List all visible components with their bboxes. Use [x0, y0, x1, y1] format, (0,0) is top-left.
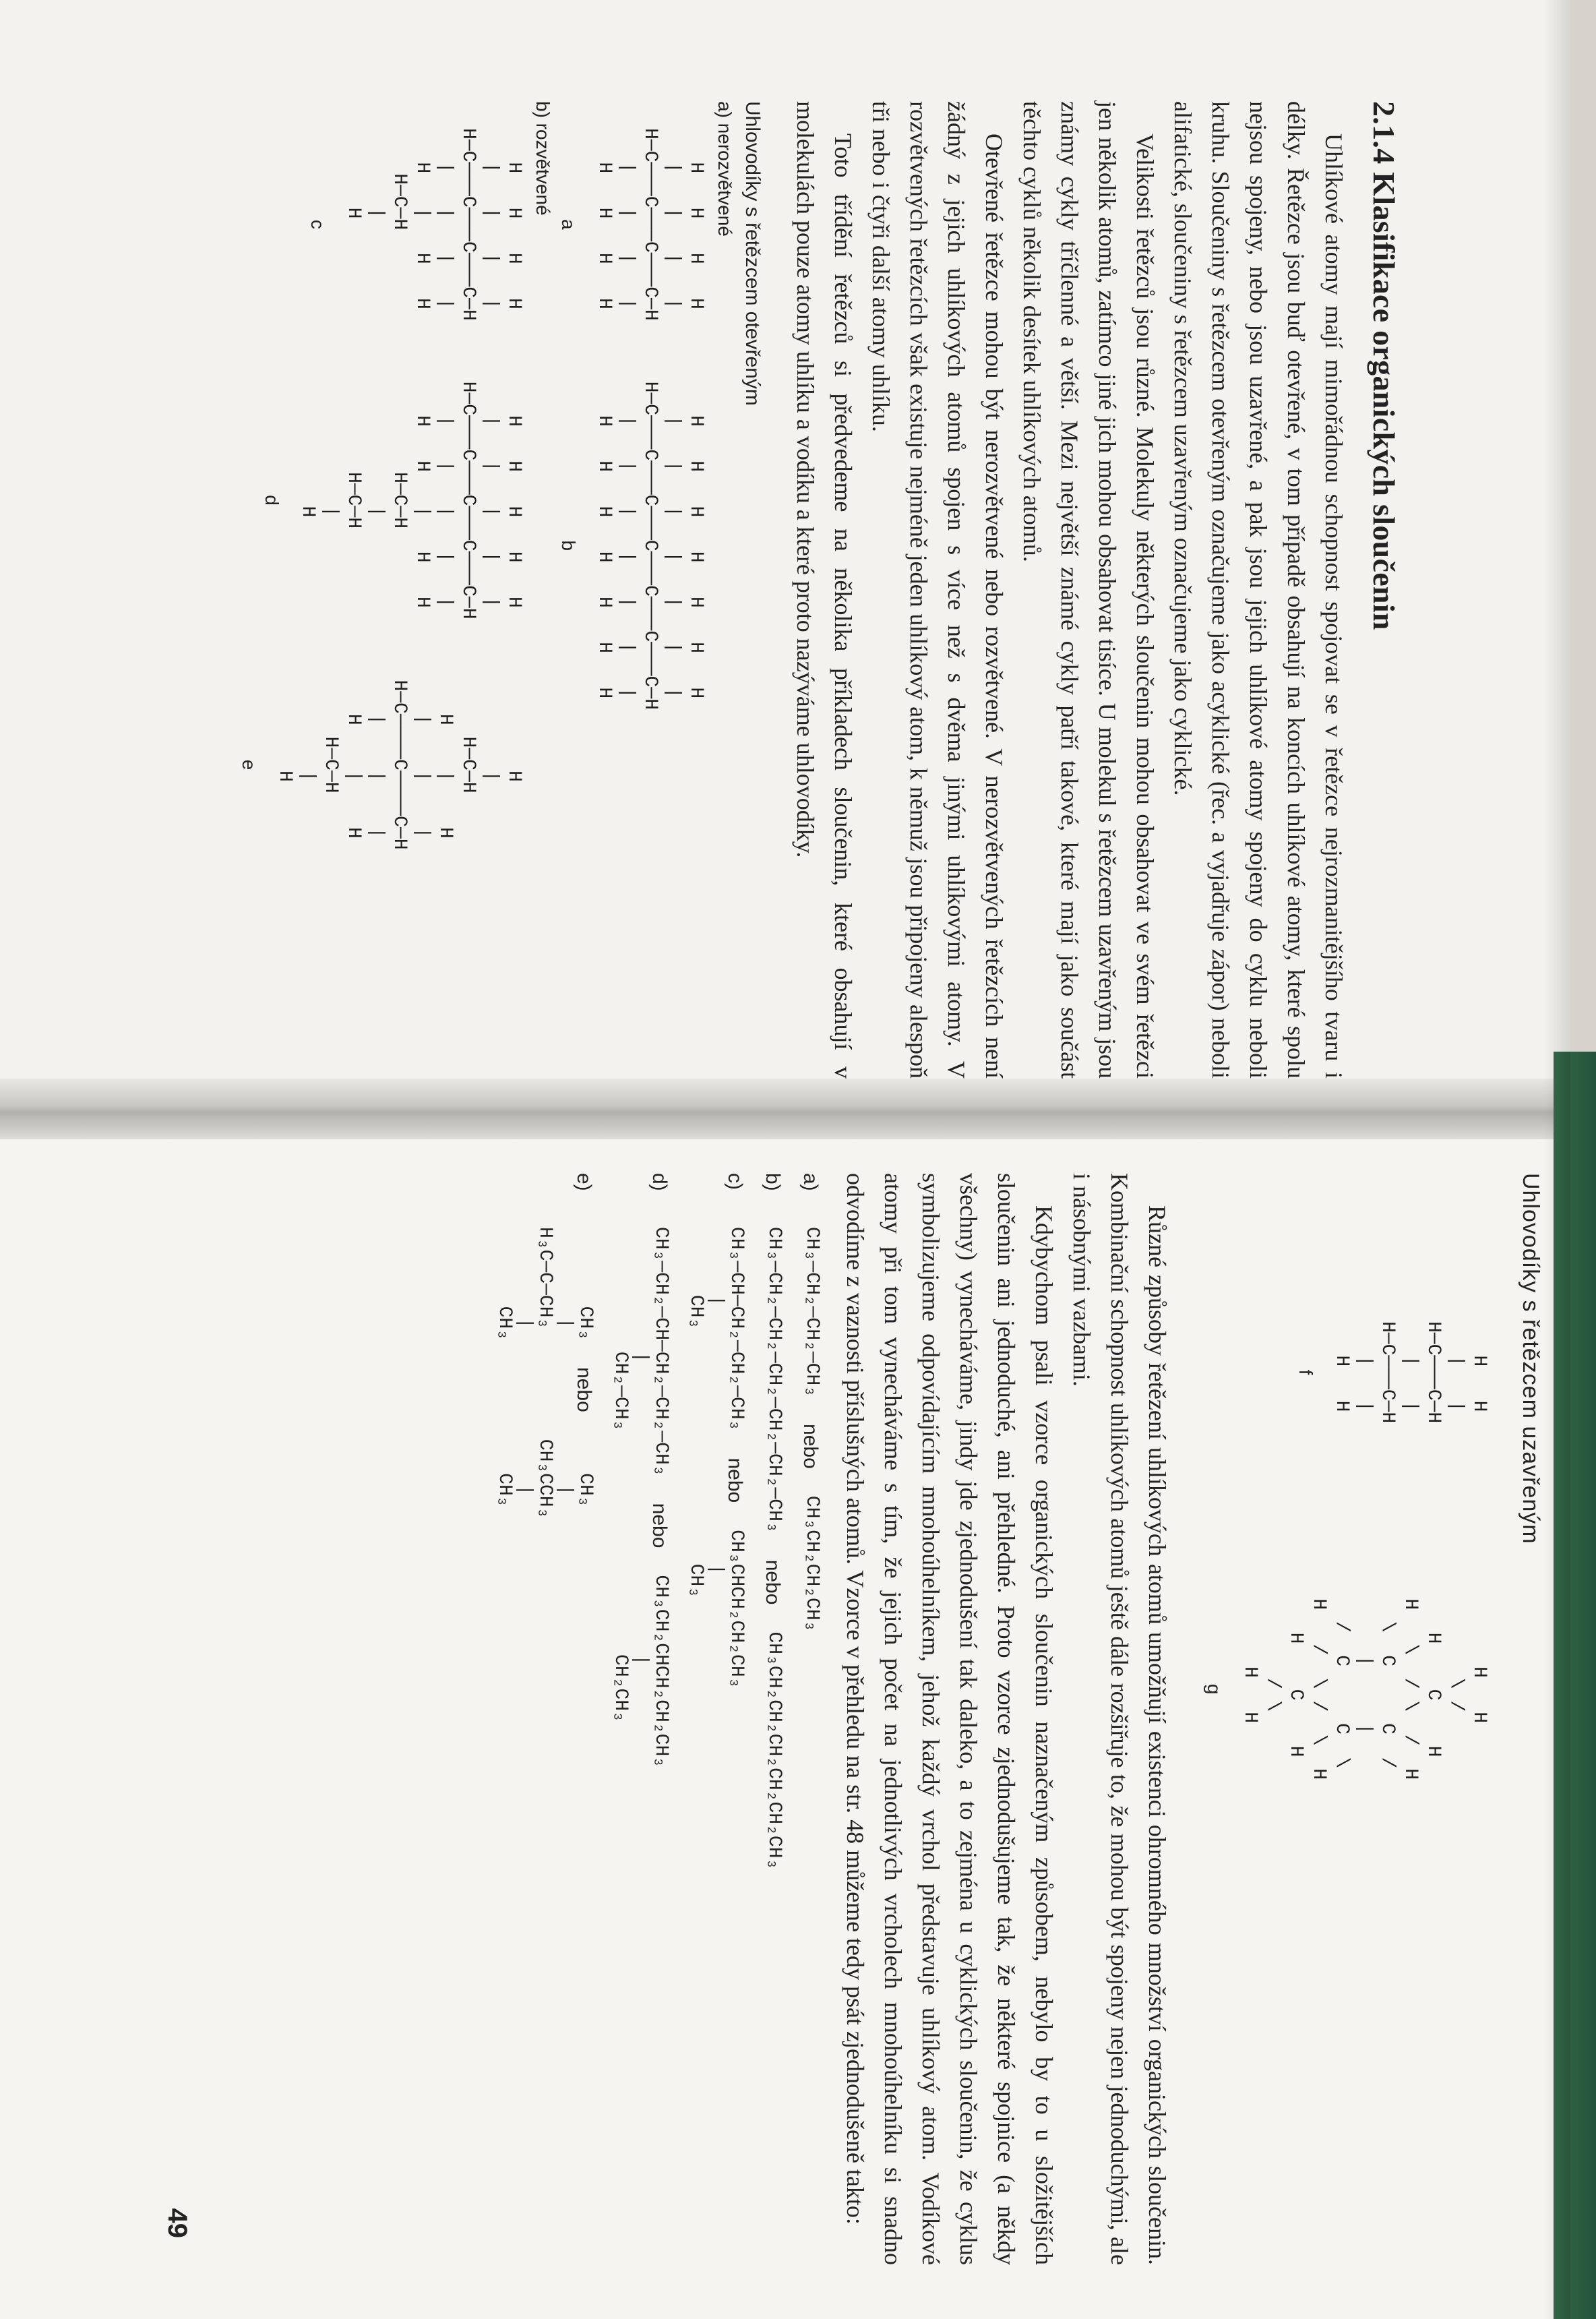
- unbranched-structures: [557, 128, 707, 1079]
- cyclic-structures: [1203, 1321, 1490, 2265]
- example-e-connector: nebo: [573, 1367, 595, 1412]
- structure-f: [1295, 1321, 1490, 1423]
- caption-open-chain: Uhlovodíky s řetězcem otevřeným: [741, 101, 764, 406]
- lower-paragraph-1: Různé způsoby řetězení uhlíkových atomů umožňují existenci ohromného množství organických sloučenin. Kombinační schopnost uhlíkových atomů ještě dále rozšiřuje to, že mohou být spojeny nejen jednoduchými, ale i násobnými vazbami.: [1068, 1173, 1171, 2265]
- example-c-label: c): [724, 1173, 746, 1190]
- structure-g: [1203, 1598, 1490, 1780]
- example-d-connector: nebo: [648, 1503, 671, 1548]
- branched-structures: [238, 128, 525, 1079]
- caption-branched: b) rozvětvené: [532, 101, 553, 216]
- structure-c-label: c: [307, 219, 328, 229]
- structure-e-formula: H | H─C─H H | H | | | H─C────C────C─H | | | H | H H─C─H | H: [274, 680, 524, 850]
- example-c-alt: CH₃CHCH₂CH₂CH₃ | CH₃: [685, 1530, 747, 1689]
- example-b-formula: CH₃─CH₂─CH₂─CH₂─CH₂─CH₂─CH₃: [764, 1227, 785, 1533]
- upper-page-content: [121, 101, 1402, 1079]
- example-c: [685, 1173, 746, 2265]
- example-b-connector: nebo: [762, 1559, 784, 1605]
- example-d: [610, 1173, 671, 2265]
- lower-page-content: [155, 1173, 1543, 2265]
- section-heading: 2.1.4 Klasifikace organických sloučenin: [1367, 101, 1401, 630]
- example-d-formula: CH₃─CH₂─CH─CH₂─CH₂─CH₃ | CH₂─CH₃: [610, 1227, 671, 1476]
- structure-a-label: a: [558, 219, 579, 230]
- closed-chain-header: Uhlovodíky s řetězcem uzavřeným: [1518, 1173, 1543, 1544]
- structure-b: [557, 382, 707, 710]
- structure-f-label: f: [1295, 1369, 1316, 1375]
- page-edge: [1570, 0, 1596, 1052]
- paragraph-2: Velikosti řetězců jsou různé. Molekuly některých sloučenin mohou obsahovat ve svém řetězci jen několik atomů, zatímco jiné jich mohou obsahovat tisíce. U molekul s řetězcem uzavřeným jsou známy cykly tříčlenné a větší. Mezi největší známé cykly patří takové, které mají jako součást těchto cyklů několik desítek uhlíkových atomů.: [1018, 101, 1159, 1079]
- structure-a-formula: H H H H | | | | H─C───C───C───C─H | | | | H H H H: [594, 128, 706, 321]
- example-a: [799, 1173, 822, 2265]
- example-c-connector: nebo: [724, 1457, 746, 1503]
- example-e-formula: CH₃ | H₃C─C─CH₃ | CH₃: [494, 1227, 596, 1341]
- structure-d-label: d: [262, 495, 282, 506]
- cover-shadow: [1543, 0, 1570, 2319]
- structure-d-formula: H H H H H | | | | | H─C───C───C───C───C─H | | | | | H H | H H H─C─H | H─C─H | H: [297, 381, 524, 620]
- example-a-alt: CH₃CH₂CH₂CH₃: [801, 1495, 822, 1632]
- structure-b-formula: H H H H H H H | | | | | | | H─C───C───C───C───C───C───C─H | | | | | | | H H H H H H H: [594, 381, 706, 710]
- example-c-formula: CH₃─CH─CH₂─CH₂─CH₃ | CH₃: [685, 1227, 747, 1431]
- example-b-label: b): [762, 1173, 784, 1191]
- example-e-alt: CH₃ | CH₃CCH₃ | CH₃: [494, 1439, 596, 1519]
- structure-c-formula: H H H H | | | | H─C───C───C───C─H | | | | H | H H H─C─H | H: [343, 128, 524, 321]
- structure-e-label: e: [239, 759, 259, 771]
- example-a-label: a): [799, 1173, 822, 1191]
- structure-e: [238, 680, 525, 850]
- example-b-alt: CH₃CH₂CH₂CH₂CH₂CH₂CH₃: [764, 1631, 785, 1870]
- paragraph-1: Uhlíkové atomy mají mimořádnou schopnost spojovat se v řetězce nejrozmanitějšího tvaru i délky. Řetězce jsou buď otevřené, v tom případě obsahují na koncích uhlíkové atomy, které spolu nejsou spojeny, nebo jsou uzavřené, a pak jsou jejich uhlíkové atomy spojeny do cyklu neboli kruhu. Sloučeniny s řetězcem otevřeným označujeme jako acyklické (řec. a vyjadřuje zápor) neboli alifatické, sloučeniny s řetězcem uzavřeným označujeme jako cyklické.: [1169, 101, 1347, 1079]
- structure-f-formula: H H | | H─C───C─H | | H─C───C─H | | H H: [1331, 1321, 1490, 1424]
- example-a-formula: CH₃─CH₂─CH₂─CH₃: [801, 1227, 822, 1397]
- paragraph-4: Toto třídění řetězců si předvedeme na několika příkladech sloučenin, které obsahují v molekulách pouze atomy uhlíku a vodíku a které proto nazýváme uhlovodíky.: [792, 101, 857, 1079]
- structure-c: [307, 128, 525, 321]
- structure-d: [261, 382, 525, 620]
- paragraph-3: Otevřené řetězce mohou být nerozvětvené nebo rozvětvené. V nerozvětvených řetězcích není žádný z jejich uhlíkových atomů spojen s více než s dvěma jinými uhlíkovými atomy. V rozvětvených řetězcích však existuje nejméně jeden uhlíkový atom, k němuž jsou připojeny alespoň tři nebo i čtyři další atomy uhlíku.: [867, 101, 1008, 1079]
- example-e-label: e): [573, 1173, 595, 1191]
- example-b: [761, 1173, 784, 2265]
- caption-unbranched: a) nerozvětvené: [714, 101, 735, 237]
- book-gutter: [0, 1079, 1596, 1139]
- example-d-alt: CH₃CH₂CHCH₂CH₂CH₃ | CH₂CH₃: [610, 1575, 671, 1768]
- example-a-connector: nebo: [799, 1424, 822, 1469]
- example-e: [494, 1173, 595, 2265]
- lower-paragraph-2: Kdybychom psali vzorce organických sloučenin naznačeným způsobem, nebylo by to u složitějších sloučenin ani jednoduché, ani přehledné. Proto vzorce zjednodušujeme tak, že některé spojnice (a někdy všechny) vynecháváme, jindy jde zjednodušení tak daleko, a to zejména u cyklických sloučenin, že cyklus symbolizujeme odpovídajícím mnohoúhelníkem, jehož každý vrchol představuje uhlíkový atom. Vodíkové atomy při tom vynecháváme s tím, že jejich počet na jednotlivých vrcholech mnohoúhelníku si snadno odvodíme z vaznosti příslušných atomů. Vzorce v přehledu na str. 48 můžeme tedy psát zjednodušeně takto:: [842, 1173, 1057, 2265]
- structure-a: [557, 128, 707, 321]
- page-number: 49: [162, 2208, 192, 2238]
- structure-g-formula: H H \ / H C H H \ / \ / H \ C C / | | / C C \ H / \ / \ H H C H / \ H H: [1239, 1598, 1490, 1780]
- structure-g-label: g: [1204, 1683, 1225, 1695]
- structure-b-label: b: [558, 540, 579, 551]
- example-d-label: d): [648, 1173, 671, 1191]
